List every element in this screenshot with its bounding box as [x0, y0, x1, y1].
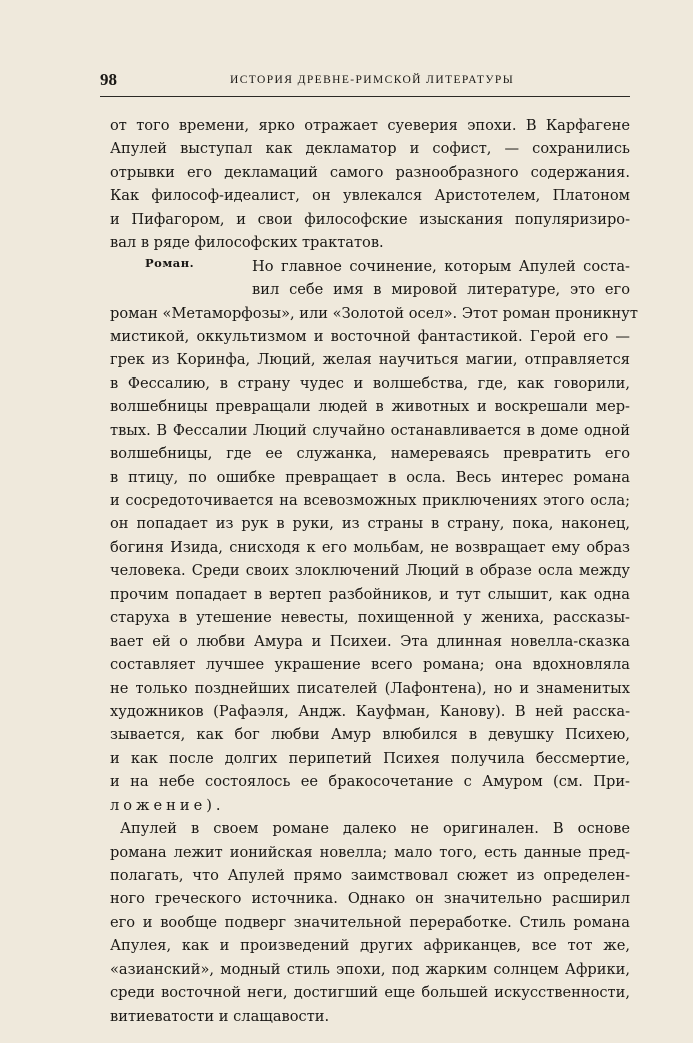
text-line: и как после долгих перипетий Психея получила бессмертие,: [110, 749, 630, 767]
text-line: не только позднейших писателей (Лафонтена), но и знаменитых: [110, 679, 630, 697]
text-line: мистикой, оккультизмом и восточной фантастикой. Герой его —: [110, 327, 630, 345]
text-line: романа лежит ионийская новелла; мало того, есть данные пред-: [110, 843, 630, 861]
text-line: от того времени, ярко отражает суеверия эпохи. В Карфагене: [110, 117, 630, 134]
page-number: 98: [100, 70, 117, 89]
header-rule: [100, 96, 630, 97]
text-line: среди восточной неги, достигший еще большей искусственности,: [110, 984, 630, 1002]
text-line: и на небе состоялось ее бракосочетание с Амуром (см. При-: [110, 773, 630, 791]
text-line: ложение).: [110, 796, 225, 814]
text-line: зывается, как бог любви Амур влюбился в девушку Психею,: [110, 726, 630, 744]
text-line: в птицу, по ошибке превращает в осла. Весь интерес романа: [110, 468, 630, 486]
text-line: «азианский», модный стиль эпохи, под жарким солнцем Африки,: [110, 960, 630, 978]
text-line: грек из Коринфа, Люций, желая научиться магии, отправляется: [110, 351, 630, 369]
text-line: богиня Изида, снисходя к его мольбам, не возвращает ему образ: [110, 538, 630, 556]
text-line: вал в ряде философских трактатов.: [110, 234, 384, 252]
text-line: человека. Среди своих злоключений Люций в образе осла между: [110, 562, 630, 580]
margin-note: Роман.: [145, 256, 195, 270]
text-line: художников (Рафаэля, Андж. Кауфман, Канову). В ней расска-: [110, 702, 630, 720]
text-line: в Фессалию, в страну чудес и волшебства, где, как говорили,: [110, 374, 630, 392]
text-line: роман «Метаморфозы», или «Золотой осел». Этот роман проникнут: [110, 304, 638, 322]
text-line: волшебницы, где ее служанка, намереваясь превратить его: [110, 445, 630, 463]
text-line: прочим попадает в вертеп разбойников, и тут слышит, как одна: [110, 585, 630, 603]
text-line: его и вообще подверг значительной переработке. Стиль романа: [110, 913, 630, 931]
text-line: и сосредоточивается на всевозможных приключениях этого осла;: [110, 492, 630, 509]
text-line: твых. В Фессалии Люций случайно останавливается в доме одной: [110, 421, 630, 439]
text-line: отрывки его декламаций самого разнообразного содержания.: [110, 163, 630, 181]
text-line: вает ей о любви Амура и Психеи. Эта длинная новелла-сказка: [110, 632, 630, 650]
text-line: Как философ-идеалист, он увлекался Аристотелем, Платоном: [110, 187, 630, 205]
text-line: витиеватости и слащавости.: [110, 1007, 330, 1025]
body-text: [110, 114, 638, 1028]
text-line: ного греческого источника. Однако он значительно расширил: [110, 890, 630, 908]
text-line: волшебницы превращали людей в животных и воскрешали мер-: [110, 398, 630, 416]
text-line: полагать, что Апулей прямо заимствовал сюжет из определен-: [110, 867, 630, 884]
running-title: ИСТОРИЯ ДРЕВНЕ-РИМСКОЙ ЛИТЕРАТУРЫ: [230, 74, 515, 86]
text-line: Апулей выступал как декламатор и софист, — сохранились: [110, 140, 630, 158]
text-line: Апулея, как и произведений других африканцев, все тот же,: [110, 937, 630, 955]
text-line: и Пифагором, и свои философские изыскания популяризиро-: [110, 210, 630, 228]
text-line: он попадает из рук в руки, из страны в страну, пока, наконец,: [110, 515, 630, 533]
text-line: вил себе имя в мировой литературе, это его: [252, 281, 630, 299]
text-line: Но главное сочинение, которым Апулей соста-: [252, 257, 630, 275]
text-line: Апулей в своем романе далеко не оригинален. В основе: [120, 820, 630, 838]
text-line: составляет лучшее украшение всего романа; она вдохновляла: [110, 656, 630, 674]
text-line: старуха в утешение невесты, похищенной у жениха, рассказы-: [110, 609, 630, 627]
page-header: [100, 66, 630, 94]
